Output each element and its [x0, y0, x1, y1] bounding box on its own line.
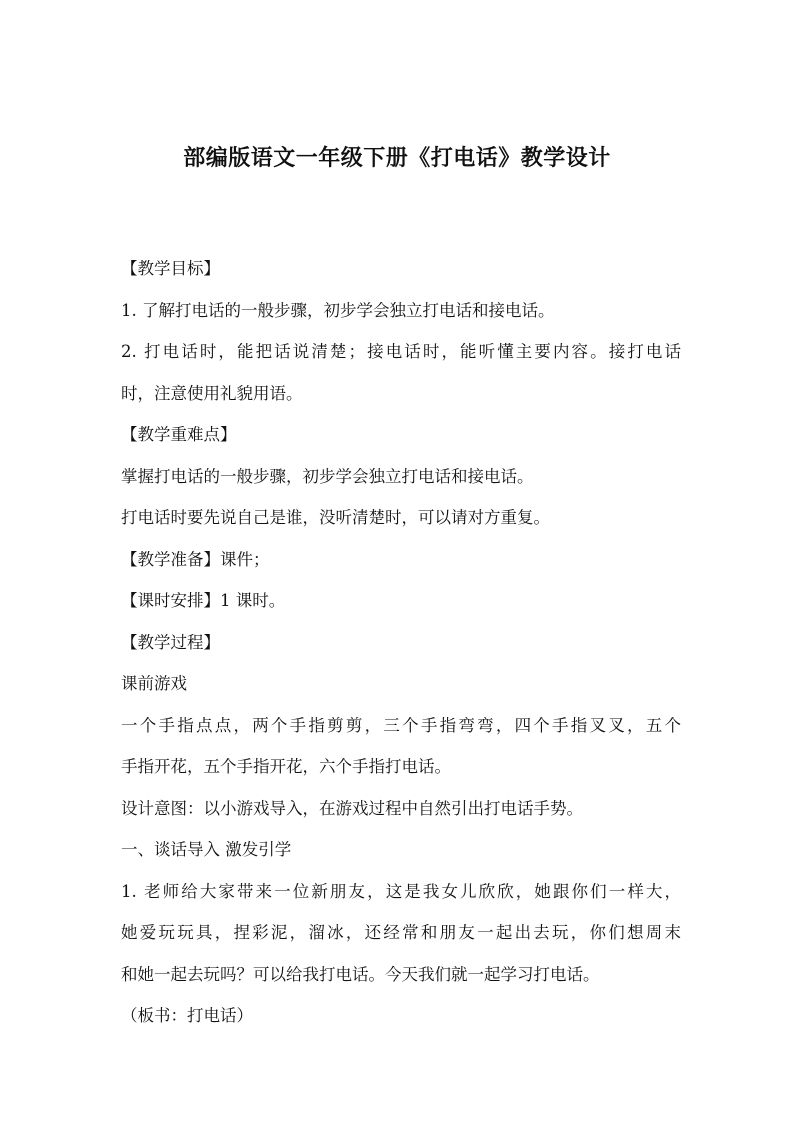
goal-item-2-continued: 时，注意使用礼貌用语。: [121, 383, 303, 403]
finger-game-text: 一个手指点点，两个手指剪剪，三个手指弯弯，四个手指叉叉，五个: [121, 715, 681, 735]
goal-item-2: 2. 打电话时，能把话说清楚；接电话时，能听懂主要内容。接打电话: [121, 342, 681, 361]
document-body: [121, 248, 681, 1037]
class-schedule: 【课时安排】1 课时。: [121, 591, 286, 610]
design-intent: 设计意图：以小游戏导入，在游戏过程中自然引出打电话手势。: [121, 798, 583, 818]
section-one-paragraph-line-2: 她爱玩玩具，捏彩泥，溜冰，还经常和朋友一起出去玩，你们想周末: [121, 923, 681, 942]
key-point-1: 掌握打电话的一般步骤，初步学会独立打电话和接电话。: [121, 466, 534, 486]
section-one-paragraph-line-1: 1. 老师给大家带来一位新朋友，这是我女儿欣欣，她跟你们一样大，: [121, 881, 681, 901]
key-point-2: 打电话时要先说自己是谁，没听清楚时，可以请对方重复。: [121, 508, 550, 527]
finger-game-text-continued: 手指开花，五个手指开花，六个手指打电话。: [121, 757, 451, 776]
goal-item-1: 1. 了解打电话的一般步骤，初步学会独立打电话和接电话。: [121, 300, 555, 320]
heading-teaching-goals: 【教学目标】: [121, 259, 220, 278]
blackboard-note: （板书：打电话）: [121, 1006, 253, 1025]
document-title: 部编版语文一年级下册《打电话》教学设计: [183, 146, 611, 171]
pre-class-game-heading: 课前游戏: [121, 674, 187, 693]
section-one-paragraph-line-3: 和她一起去玩吗？可以给我打电话。今天我们就一起学习打电话。: [121, 964, 600, 984]
section-one-heading: 一、谈话导入 激发引学: [121, 840, 292, 859]
teaching-preparation: 【教学准备】课件；: [121, 549, 270, 569]
heading-key-difficulties: 【教学重难点】: [121, 425, 237, 444]
heading-teaching-process: 【教学过程】: [121, 632, 220, 652]
